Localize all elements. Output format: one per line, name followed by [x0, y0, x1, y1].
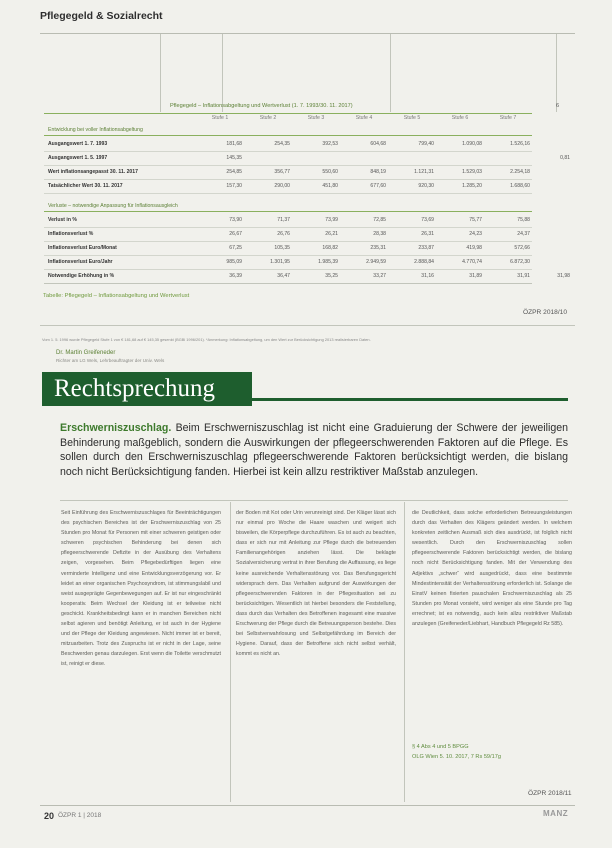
table-cell: 168,82 — [322, 245, 338, 251]
running-header: Pflegegeld & Sozialrecht — [40, 10, 163, 22]
table-cell: 35,25 — [325, 273, 338, 279]
table-cell: 24,23 — [469, 231, 482, 237]
column-divider — [404, 502, 405, 802]
footer-rule — [40, 805, 575, 806]
table-section-label: Verluste – notwendige Anpassung für Inflationsausgleich — [48, 203, 178, 209]
row-rule — [44, 255, 532, 256]
table-cell: 26,31 — [421, 231, 434, 237]
table-separator — [40, 325, 575, 326]
section-rule — [44, 211, 532, 212]
table-cell: 1.121,31 — [414, 169, 434, 175]
table-cell: 1.090,08 — [462, 141, 482, 147]
table-footnote: Vom 1. 5. 1996 wurde Pflegegeld Stufe 1 von € 181,68 auf € 145,35 gesenkt (BGBl 1996/201). *Anmerkung: Inflationsabgeltung, um den Wert zur Berücksichtigung 2013 realisierbaren Daten. — [42, 337, 371, 342]
row-label: Inflationsverlust % — [48, 231, 94, 237]
lead-keyword: Erschwerniszuschlag. — [60, 422, 172, 434]
row-label: Inflationsverlust Euro/Monat — [48, 245, 117, 251]
table-cell: 105,35 — [274, 245, 290, 251]
table-cell: 33,27 — [373, 273, 386, 279]
table-title: Pflegegeld – Inflationsabgeltung und Wertverlust (1. 7. 1993/30. 11. 2017) — [170, 103, 353, 109]
column-header: Stufe 5 — [403, 115, 421, 121]
table-cell: 26,21 — [325, 231, 338, 237]
table-cell: 71,37 — [277, 217, 290, 223]
journal-name: ÖZPR 1 | 2018 — [58, 812, 102, 819]
table-cell: 1.529,03 — [462, 169, 482, 175]
table-cell: 24,37 — [517, 231, 530, 237]
table-cell: 73,69 — [421, 217, 434, 223]
lead-rule — [60, 500, 568, 501]
column-header: Stufe 2 — [259, 115, 277, 121]
table-cell: 677,60 — [370, 183, 386, 189]
article-column-3: die Deutlichkeit, dass solche erforderlichen Betreuungsleistungen durch das Verhalten des Klägers geändert werden. In welchem konkreten zeitlichen Ausmaß sich dies ausdrückt, ist folglich nicht wesentlich. Durch den Erschwerniszuschlag sollen pflegeerschwerende Faktoren berücksichtigt werden, die bislang noch nicht Berücksichtigung fanden. Mit der Verwendung des Adjektivs „schwer“ wird ausgedrückt, dass eine bestimmte Mindestintensität der Verhaltensstörung erforderlich ist. Solange die EinstV keinen fixierten pauschalen Erschwerniszuschlag als 25 Stunden pro Monat vorsieht, wird weniger als eine Stunde pro Tag errechnet; ist es notwendig, auch kein allzu restriktiver Maßstab anzulegen (Greifeneder/Liebhart, Handbuch Pflegegeld Rz 585). — [412, 510, 572, 628]
table-cell: 31,16 — [421, 273, 434, 279]
article-column-1: Seit Einführung des Erschwerniszuschlages für Beeinträchtigungen des psychischen Bereiches ist der Erschwerniszuschlag von 25 Stunden pro Monat für Personen mit einer schweren geistigen oder schweren psychischen Behinderung bei denen sich pflegeerschwerende Defizite in der Ausübung des Verhaltens zeigen, vorgesehen. Beim Pflegebedürftigen liegen eine verminderte Intelligenz und eine Entwicklungsverzögerung vor. Er leidet an einer organischen Psychosyndrom, ist stimmungslabil und weist ausgeprägte Gegenbewegungen auf. Er ist nur eingeschränkt kooperativ. Beim Wechsel der Kleidung ist er teilweise nicht geschickt. Krankheitsbedingt kann er in manchen Bereichen nicht selbst agieren und benötigt Anleitung, er ist auch in der Hygiene und der Pflege der Kleidung angewiesen. Nicht immer ist er bereit, mitzuarbeiten. Trotz des Zuspruchs ist er nicht in der Lage, seine Beschwerden genau darzulegen. Erst wenn die Toilette verschmutzt ist, reinigt er diese. — [61, 510, 221, 668]
table-cell: 290,00 — [274, 183, 290, 189]
author-name: Dr. Martin Greifeneder — [56, 350, 116, 356]
row-label: Notwendige Erhöhung in % — [48, 273, 115, 279]
table-cell: 6.872,30 — [510, 259, 530, 265]
table-cell: 145,35 — [226, 155, 242, 161]
table-cell: 1.526,16 — [510, 141, 530, 147]
table-citation: ÖZPR 2018/10 — [523, 309, 567, 316]
table-cell: 181,68 — [226, 141, 242, 147]
table-cell: 4.770,74 — [462, 259, 482, 265]
table-cell: 235,31 — [370, 245, 386, 251]
article-column-2: der Boden mit Kot oder Urin verunreinigt sind. Der Kläger lässt sich nur einmal pro Woche die Haare waschen und weigert sich bisweilen, die Körperpflege durchzuführen. Es ist auch zu beachten, dass er sich nur mit Anleitung zur Pflege durch die betreuenden Familienangehörigen anziehen lässt. Die beklagte Sozialversicherung vertrat in ihrer Berufung die Auffassung, es liege keine ausreichende Verhaltensstörung vor. Das Berufungsgericht widersprach dem. Das Verhalten aufgrund der Auswirkungen der pflegeerschwerenden Faktoren in der Pflegesituation sei zu berücksichtigen. Wesentlich ist hierbei besonders die Feststellung, dass durch das Verhalten des Betroffenen insgesamt eine massive Erschwerung der Pflege durch die Betreuungsperson bestehe. Dies bei Selbstverwahrlosung und Selbstgefährdung im Bereich der Hygiene. Darauf, dass der Betroffene sich nicht selbst verhält, kommt es nicht an. — [236, 510, 396, 658]
page-number: 20 — [44, 811, 55, 821]
table-cell: 67,25 — [229, 245, 242, 251]
table-cell: 36,39 — [229, 273, 242, 279]
table-caption: Tabelle: Pflegegeld – Inflationsabgeltung und Wertverlust — [43, 293, 190, 299]
column-divider — [230, 502, 231, 802]
row-rule — [44, 165, 532, 166]
section-rule — [44, 135, 532, 136]
row-rule — [44, 269, 532, 270]
row-label: Ausgangswert 1. 5. 1997 — [48, 155, 108, 161]
column-header: Stufe 1 — [211, 115, 229, 121]
table-cell: 31,91 — [517, 273, 530, 279]
table-cell: 550,60 — [322, 169, 338, 175]
table-cell: 75,88 — [517, 217, 530, 223]
section-banner-rule — [252, 398, 568, 401]
table-cell: 2.888,84 — [414, 259, 434, 265]
table-cell: 31,89 — [469, 273, 482, 279]
row-rule — [44, 227, 532, 228]
column-header: Stufe 6 — [451, 115, 469, 121]
table-grid-line — [222, 34, 223, 112]
table-extra-cell: 31,98 — [557, 273, 570, 279]
table-cell: 2.254,18 — [510, 169, 530, 175]
table-cell: 28,38 — [373, 231, 386, 237]
article-citation: ÖZPR 2018/11 — [528, 790, 572, 797]
author-role: Richter am LG Wels, Lehrbeauftragter der Univ. Wels — [56, 358, 165, 363]
section-banner: Rechtsprechung — [42, 372, 252, 406]
table-cell: 604,68 — [370, 141, 386, 147]
row-rule — [44, 241, 532, 242]
column-header: Stufe 7 — [499, 115, 517, 121]
table-cell: 920,30 — [418, 183, 434, 189]
table-grid-line — [390, 34, 391, 112]
table-cell: 985,09 — [226, 259, 242, 265]
table-cell: 233,87 — [418, 245, 434, 251]
column-header: Stufe 3 — [307, 115, 325, 121]
row-rule — [44, 151, 532, 152]
table-cell: 73,99 — [325, 217, 338, 223]
table-cell: 1.285,20 — [462, 183, 482, 189]
table-cell: 2.949,59 — [366, 259, 386, 265]
column-header: Stufe 4 — [355, 115, 373, 121]
row-rule — [44, 179, 532, 180]
table-cell: 1.688,60 — [510, 183, 530, 189]
table-grid-line — [556, 34, 560, 112]
table-cell: 254,35 — [274, 141, 290, 147]
table-cell: 26,76 — [277, 231, 290, 237]
table-number: 6 — [556, 103, 560, 109]
row-label: Tatsächlicher Wert 30. 11. 2017 — [48, 183, 123, 189]
row-label: Verlust in % — [48, 217, 77, 223]
table-cell: 26,67 — [229, 231, 242, 237]
table-cell: 157,30 — [226, 183, 242, 189]
table-cell: 799,40 — [418, 141, 434, 147]
table-cell: 356,77 — [274, 169, 290, 175]
table-cell: 392,53 — [322, 141, 338, 147]
table-top-rule — [44, 113, 532, 114]
table-cell: 72,85 — [373, 217, 386, 223]
table-cell: 451,80 — [322, 183, 338, 189]
table-cell: 75,77 — [469, 217, 482, 223]
table-section-label: Entwicklung bei voller Inflationsabgeltung — [48, 127, 143, 133]
lead-text: Beim Erschwerniszuschlag ist nicht eine Graduierung der Schwere der jeweiligen Behinderung maßgeblich, sondern die Auswirkungen der pflegeerschwerenden Faktoren auf die Pflege. Es sollen durch den Erschwerniszuschlag pflegeerschwerende Faktoren berücksichtigt werden, die bislang noch nicht Berücksichtigung fanden. Hierbei ist kein allzu restriktiver Maßstab anzulegen. — [60, 422, 568, 478]
publisher-logo: MANZ — [543, 809, 569, 818]
table-cell: 572,66 — [514, 245, 530, 251]
row-label: Wert inflationsangepasst 30. 11. 2017 — [48, 169, 138, 175]
table-cell: 36,47 — [277, 273, 290, 279]
table-cell: 1.301,95 — [270, 259, 290, 265]
legal-references: § 4 Abs 4 und 5 BPGG OLG Wien 5. 10. 2017, 7 Rs 59/17g — [412, 744, 501, 760]
table-cell: 73,90 — [229, 217, 242, 223]
header-rule — [40, 33, 575, 34]
table-bottom-rule — [44, 283, 532, 284]
row-rule — [44, 193, 532, 194]
table-cell: 1.985,39 — [318, 259, 338, 265]
row-label: Inflationsverlust Euro/Jahr — [48, 259, 113, 265]
table-cell: 848,19 — [370, 169, 386, 175]
table-extra-cell: 0,81 — [560, 155, 570, 161]
table-grid-line — [160, 34, 161, 112]
lead-paragraph — [60, 421, 568, 479]
table-cell: 254,85 — [226, 169, 242, 175]
table-cell: 419,98 — [466, 245, 482, 251]
row-label: Ausgangswert 1. 7. 1993 — [48, 141, 108, 147]
